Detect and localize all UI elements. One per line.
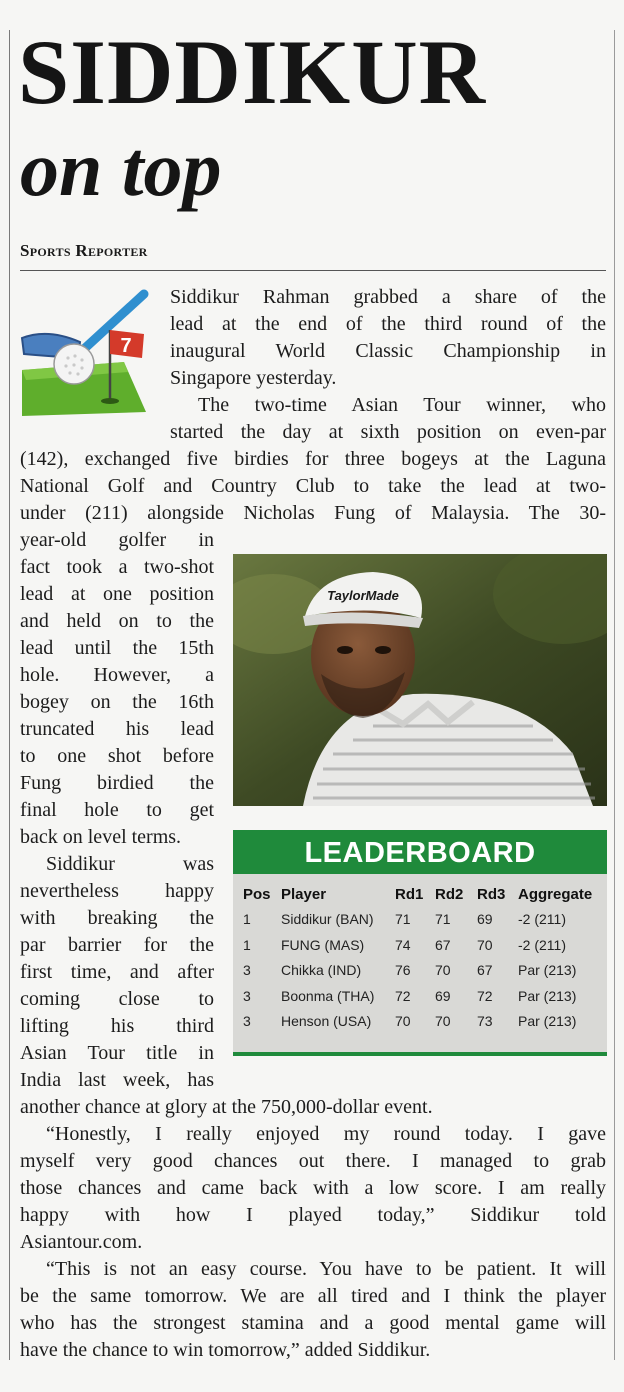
body-line: be the same tomorrow. We are all tired and I think the player [20, 1285, 606, 1307]
leaderboard-cell-rd2: 70 [435, 1013, 451, 1029]
golf-icon [18, 288, 150, 420]
leaderboard-cell-rd2: 67 [435, 936, 451, 953]
leaderboard-cell-aggregate: Par (213) [518, 1013, 577, 1029]
body-line: Asian Tour title in [20, 1042, 214, 1064]
body-line: who has the strongest stamina and a good mental game will [20, 1312, 606, 1334]
body-line: hole. However, a [20, 664, 214, 686]
leaderboard-cell-rd1: 72 [395, 987, 411, 1004]
column-header-player: Player [281, 886, 327, 903]
body-line: inaugural World Classic Championship in [170, 340, 606, 362]
byline-divider [20, 270, 606, 271]
body-line: bogey on the 16th [20, 691, 214, 713]
body-line: “Honestly, I really enjoyed my round today. I gave [46, 1123, 606, 1145]
leaderboard-cell-rd2: 69 [435, 987, 451, 1004]
body-line: Asiantour.com. [20, 1231, 143, 1253]
leaderboard-cell-pos: 3 [243, 987, 251, 1004]
body-line: Singapore yesterday. [170, 367, 337, 389]
leaderboard-cell-rd3: 72 [477, 987, 493, 1004]
body-line: another chance at glory at the 750,000-dollar event. [20, 1096, 433, 1118]
leaderboard-cell-rd2: 70 [435, 962, 451, 978]
body-line: year-old golfer in [20, 529, 214, 551]
leaderboard-cell-rd1: 70 [395, 1013, 411, 1029]
body-line: have the chance to win tomorrow,” added Siddikur. [20, 1339, 431, 1361]
body-line: “This is not an easy course. You have to be patient. It will [46, 1258, 606, 1280]
body-line: under (211) alongside Nicholas Fung of Malaysia. The 30- [20, 502, 606, 524]
leaderboard-cell-player: Henson (USA) [281, 1013, 372, 1029]
leaderboard-cell-rd3: 69 [477, 911, 493, 927]
body-line: India last week, has [20, 1069, 214, 1091]
leaderboard-cell-rd3: 70 [477, 936, 493, 953]
body-line: and held on to the [20, 610, 214, 632]
flag-number: 7 [120, 335, 132, 357]
leaderboard-cell-rd1: 74 [395, 936, 411, 953]
leaderboard-cell-rd3: 67 [477, 962, 493, 978]
body-line: lifting his third [20, 1015, 214, 1037]
column-header-rd2: Rd2 [435, 886, 464, 903]
column-header-rd1: Rd1 [395, 886, 424, 903]
body-line: those chances and came back with a low score. I am really [20, 1177, 606, 1199]
leaderboard-cell-aggregate: -2 (211) [518, 911, 566, 927]
body-line: (142), exchanged five birdies for three bogeys at the Laguna [20, 448, 606, 470]
leaderboard-cell-rd3: 73 [477, 1013, 493, 1029]
column-rule-left [9, 30, 10, 1360]
column-header-pos: Pos [243, 886, 271, 903]
column-header-rd3: Rd3 [477, 886, 506, 903]
golf-hole [101, 398, 119, 404]
cap-logo: TaylorMade [327, 588, 399, 603]
body-line: with breaking the [20, 907, 214, 929]
body-line: first time, and after [20, 961, 214, 983]
leaderboard-cell-pos: 1 [243, 911, 251, 927]
leaderboard-cell-player: Chikka (IND) [281, 962, 362, 978]
leaderboard-cell-player: FUNG (MAS) [281, 936, 365, 953]
body-line: lead until the 15th [20, 637, 214, 659]
leaderboard-title: LEADERBOARD [233, 830, 607, 874]
leaderboard-cell-pos: 1 [243, 936, 251, 953]
body-line: started the day at sixth position on even-par [170, 421, 606, 443]
body-line: Fung birdied the [20, 772, 214, 794]
body-line: National Golf and Country Club to take the lead at two- [20, 475, 606, 497]
body-line: happy with how I played today,” Siddikur told [20, 1204, 606, 1226]
leaderboard-cell-pos: 3 [243, 1013, 251, 1029]
headline: SIDDIKUR [18, 21, 487, 123]
leaderboard-cell-rd1: 71 [395, 911, 411, 927]
body-line: coming close to [20, 988, 214, 1010]
leaderboard-cell-aggregate: Par (213) [518, 987, 577, 1004]
body-line: lead at one position [20, 583, 214, 605]
leaderboard [233, 830, 607, 1056]
leaderboard-cell-player: Siddikur (BAN) [281, 911, 374, 927]
body-line: lead at the end of the third round of the [170, 313, 606, 335]
body-line: nevertheless happy [20, 880, 214, 902]
body-line: par barrier for the [20, 934, 214, 956]
column-header-aggregate: Aggregate [518, 886, 593, 903]
leaderboard-cell-rd1: 76 [395, 962, 411, 978]
body-line: back on level terms. [20, 826, 182, 848]
body-line: Siddikur was [46, 853, 214, 875]
body-line: final hole to get [20, 799, 214, 821]
subheadline: on top [20, 125, 222, 212]
leaderboard-cell-aggregate: Par (213) [518, 962, 577, 978]
byline: Sports Reporter [20, 241, 148, 260]
body-line: The two-time Asian Tour winner, who [198, 394, 606, 416]
leaderboard-cell-pos: 3 [243, 962, 251, 978]
leaderboard-footer-bar [233, 1052, 607, 1056]
body-line: myself very good chances out there. I managed to grab [20, 1150, 606, 1172]
leaderboard-cell-rd2: 71 [435, 911, 451, 927]
golfer-photo [233, 554, 607, 806]
column-rule-right [614, 30, 615, 1360]
body-line: fact took a two-shot [20, 556, 214, 578]
golfer-illustration [233, 554, 607, 806]
body-line: truncated his lead [20, 718, 214, 740]
leaderboard-cell-aggregate: -2 (211) [518, 936, 566, 953]
body-line: Siddikur Rahman grabbed a share of the [170, 286, 606, 308]
leaderboard-cell-player: Boonma (THA) [281, 987, 375, 1004]
body-line: to one shot before [20, 745, 214, 767]
